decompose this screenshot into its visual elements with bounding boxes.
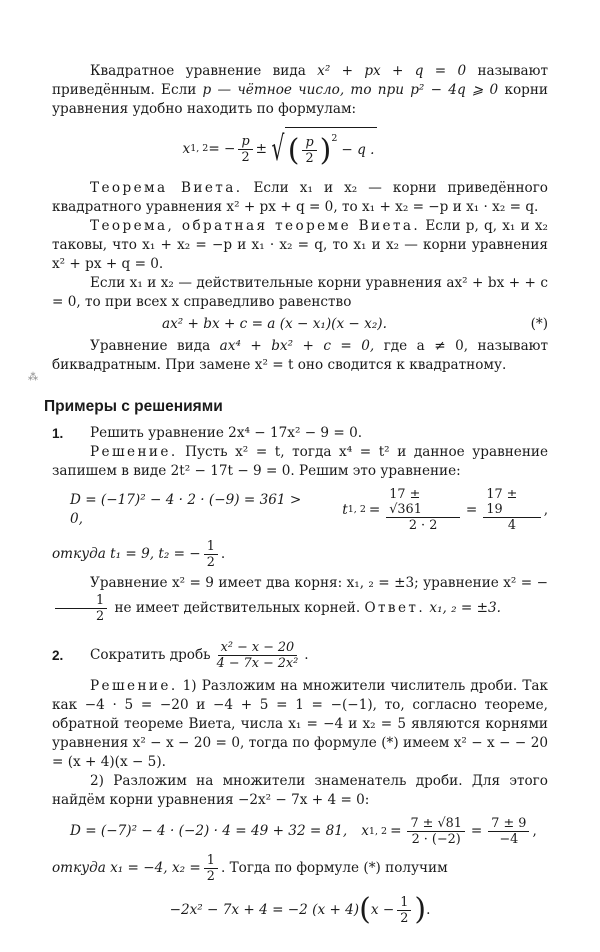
- biquad-text-b: где a ≠ 0, называют биквадратным. При замене x² = t оно сводится к квадратному.: [52, 338, 549, 373]
- x-frac-2: [488, 816, 529, 847]
- solution-label: Решение.: [90, 678, 178, 694]
- sqrt-radicand: ( $\frac{p}{2}$ ) $^2$ − q .: [285, 127, 378, 171]
- intro-text-a: Квадратное уравнение вида: [90, 63, 306, 79]
- x-frac-1: [407, 816, 464, 847]
- factor-paragraph: [52, 274, 548, 312]
- sqrt-sign: √: [271, 129, 285, 169]
- paren-right: ): [414, 892, 427, 927]
- factor-formula-text: ax² + bx + c = a (x − x₁)(x − x₂).: [162, 316, 387, 332]
- frac-num: 1: [204, 853, 218, 869]
- example-2-step-1: [52, 677, 548, 772]
- even-condition: p — чётное число, то при p² − 4q ⩾ 0: [202, 82, 499, 98]
- example-number: 1.: [52, 426, 64, 441]
- vieta-text: Если x₁ и x₂ — корни приведённого квадратного уравнения x² + px + q = 0, то x₁ + x₂ = −p и x₁ · x₂ = q.: [52, 180, 548, 215]
- roots-text-b: не имеет действительных корней.: [114, 600, 361, 616]
- converse-text: Если p, q, x₁ и x₂ таковы, что x₁ + x₂ = −p и x₁ · x₂ = q, то x₁ и x₂ — корни уравнения x² + px + q = 0.: [52, 218, 548, 272]
- example-2-discriminant: D = (−7)² − 4 · (−2) · 4 = 49 + 32 = 81, x 1, 2 = $\frac{7 \pm √81}{2 \cdot (-2)}$ = $\frac{7 \pm 9}{-4}$ ,: [70, 816, 537, 847]
- example-task: Решить уравнение 2x⁴ − 17x² − 9 = 0.: [90, 425, 363, 441]
- paren-left: (: [359, 892, 371, 927]
- converse-title: Теорема, обратная теореме Виета.: [90, 218, 421, 234]
- frac-num: p: [302, 135, 316, 151]
- formula-tail: − q .: [341, 142, 375, 158]
- biquadratic-paragraph: [52, 337, 548, 375]
- frac-num: 1: [55, 593, 107, 609]
- whence-text: откуда t₁ = 9, t₂ = −: [52, 546, 201, 562]
- formula-frac-p2: [238, 134, 252, 165]
- frac-den: 2: [305, 151, 314, 166]
- frac-num: x² − x − 20: [218, 640, 298, 656]
- formula-lhs: x: [182, 140, 191, 157]
- frac-den: 2: [241, 149, 250, 165]
- final-factorization: [52, 892, 548, 928]
- factor-formula: [52, 315, 548, 334]
- final-half-frac: [397, 895, 411, 926]
- example-1-discriminant: D = (−17)² − 4 · 2 · (−9) = 361 > 0, t 1, 2 = $\frac{17 \pm √361}{2 \cdot 2}$ = $\frac{17 \pm 19}{4}$ ,: [70, 487, 549, 533]
- frac-den: 2: [400, 910, 409, 926]
- step-1-text: 1) Разложим на множители числитель дроби. Так как −4 · 5 = −20 и −4 + 5 = 1 = −(−1), то, согласно теореме, обратной теореме Виета, числа x₁ = −4 и x₂ = 5 являются корнями уравнения x² − x − 20 = 0, тогда по формуле (*) имеем x² − x − − 20 = (x + 4)(x − 5).: [52, 678, 548, 770]
- period: .: [220, 546, 226, 562]
- t-frac-1: [386, 487, 460, 533]
- half-frac: [204, 539, 218, 570]
- example-2-roots: [52, 853, 548, 884]
- paren-left: (: [287, 132, 300, 168]
- margin-mark: ⁂: [28, 372, 38, 383]
- solution-text: Пусть x² = t, тогда x⁴ = t² и данное уравнение запишем в виде 2t² − 17t − 9 = 0. Решим это уравнение:: [52, 444, 548, 479]
- step-2-text: 2) Разложим на множители знаменатель дроби. Для этого найдём корни уравнения −2x² − 7x + 4 = 0:: [52, 773, 548, 808]
- vieta-theorem: [52, 179, 548, 217]
- whence-text: откуда x₁ = −4, x₂ =: [52, 860, 201, 876]
- example-2-task: [52, 640, 548, 671]
- frac-num: p: [238, 134, 252, 150]
- frac-den: 2 · 2: [408, 518, 438, 533]
- frac-den: 4: [507, 518, 517, 533]
- formula-sqrt: [267, 127, 377, 171]
- roots-formula: x 1, 2 = − $\frac{p}{2}$ ± √ ( $\frac{p}{2}$ ) $^2$ − q .: [12, 127, 548, 171]
- factor-text: Если x₁ и x₂ — действительные корни уравнения ax² + bx + + c = 0, то при всех x справедливо равенство: [52, 275, 548, 310]
- discriminant: D = (−7)² − 4 · (−2) · 4 = 49 + 32 = 81,: [70, 823, 348, 839]
- frac-den: 2: [206, 555, 215, 570]
- comma: ,: [532, 823, 537, 839]
- comma: ,: [543, 501, 549, 518]
- frac-den: 4 − 7x − 2x²: [216, 656, 299, 671]
- frac-num: 17 ± √361: [386, 487, 460, 518]
- example-task: Сократить дробь: [90, 647, 211, 663]
- frac-num: 7 ± 9: [488, 816, 529, 832]
- neg-half-frac: [55, 593, 107, 624]
- formula-frac-p2-inner: [302, 135, 316, 166]
- equals-sign: =: [470, 823, 483, 839]
- example-1-roots-t: [52, 539, 548, 570]
- intro-paragraph: [52, 62, 548, 119]
- frac-den: 2 · (−2): [411, 832, 461, 847]
- formula-tag: (*): [530, 316, 548, 332]
- final-inner: x −: [370, 901, 395, 918]
- frac-num: 7 ± √81: [407, 816, 464, 832]
- page-content: [44, 62, 549, 936]
- section-title: Примеры с решениями: [44, 398, 223, 415]
- period: .: [426, 901, 431, 918]
- example-1-solution: [52, 443, 548, 481]
- biquad-equation: ax⁴ + bx² + c = 0,: [219, 338, 375, 354]
- t-lhs: t: [342, 501, 348, 518]
- intro-text-b: называют приведённым. Если: [52, 63, 548, 98]
- equals-sign: =: [368, 501, 381, 518]
- vieta-title: Теорема Виета.: [90, 180, 243, 196]
- example-2-step-2: [52, 772, 548, 810]
- paren-right: ): [319, 132, 332, 168]
- task-fraction: [214, 640, 302, 671]
- intro-text-c: корни уравнения удобно находить по формулам:: [52, 82, 548, 117]
- frac-num: 1: [204, 539, 218, 555]
- solution-label: Решение.: [90, 444, 178, 460]
- whence-text-b: . Тогда по формуле (*) получим: [220, 860, 448, 876]
- frac-num: 1: [397, 895, 411, 911]
- frac-den: −4: [499, 832, 519, 847]
- biquad-text-a: Уравнение вида: [90, 338, 211, 354]
- converse-theorem: [52, 217, 548, 274]
- discriminant: D = (−17)² − 4 · 2 · (−9) = 361 > 0,: [70, 492, 302, 527]
- frac-den: 2: [96, 609, 105, 624]
- half-frac: [204, 853, 218, 884]
- roots-text-a: Уравнение x² = 9 имеет два корня: x₁, ₂ = ±3; уравнение x² = −: [90, 575, 548, 591]
- frac-den: 2: [206, 869, 215, 884]
- final-lhs: −2x² − 7x + 4 = −2 (x + 4): [169, 901, 360, 918]
- answer-value: x₁, ₂ = ±3.: [429, 600, 502, 616]
- formula-pm: ±: [255, 140, 268, 157]
- equals-sign: =: [465, 501, 478, 518]
- x-lhs: x: [361, 823, 369, 839]
- period: .: [304, 647, 309, 663]
- example-1-task: [52, 424, 548, 443]
- formula-eq: = −: [208, 140, 236, 157]
- frac-num: 17 ± 19: [483, 487, 540, 518]
- equals-sign: =: [390, 823, 402, 839]
- answer-label: Ответ.: [364, 600, 426, 616]
- example-1-roots-x: [52, 574, 548, 624]
- example-number: 2.: [52, 648, 64, 663]
- reduced-equation: x² + px + q = 0: [317, 63, 467, 79]
- t-frac-2: [483, 487, 540, 533]
